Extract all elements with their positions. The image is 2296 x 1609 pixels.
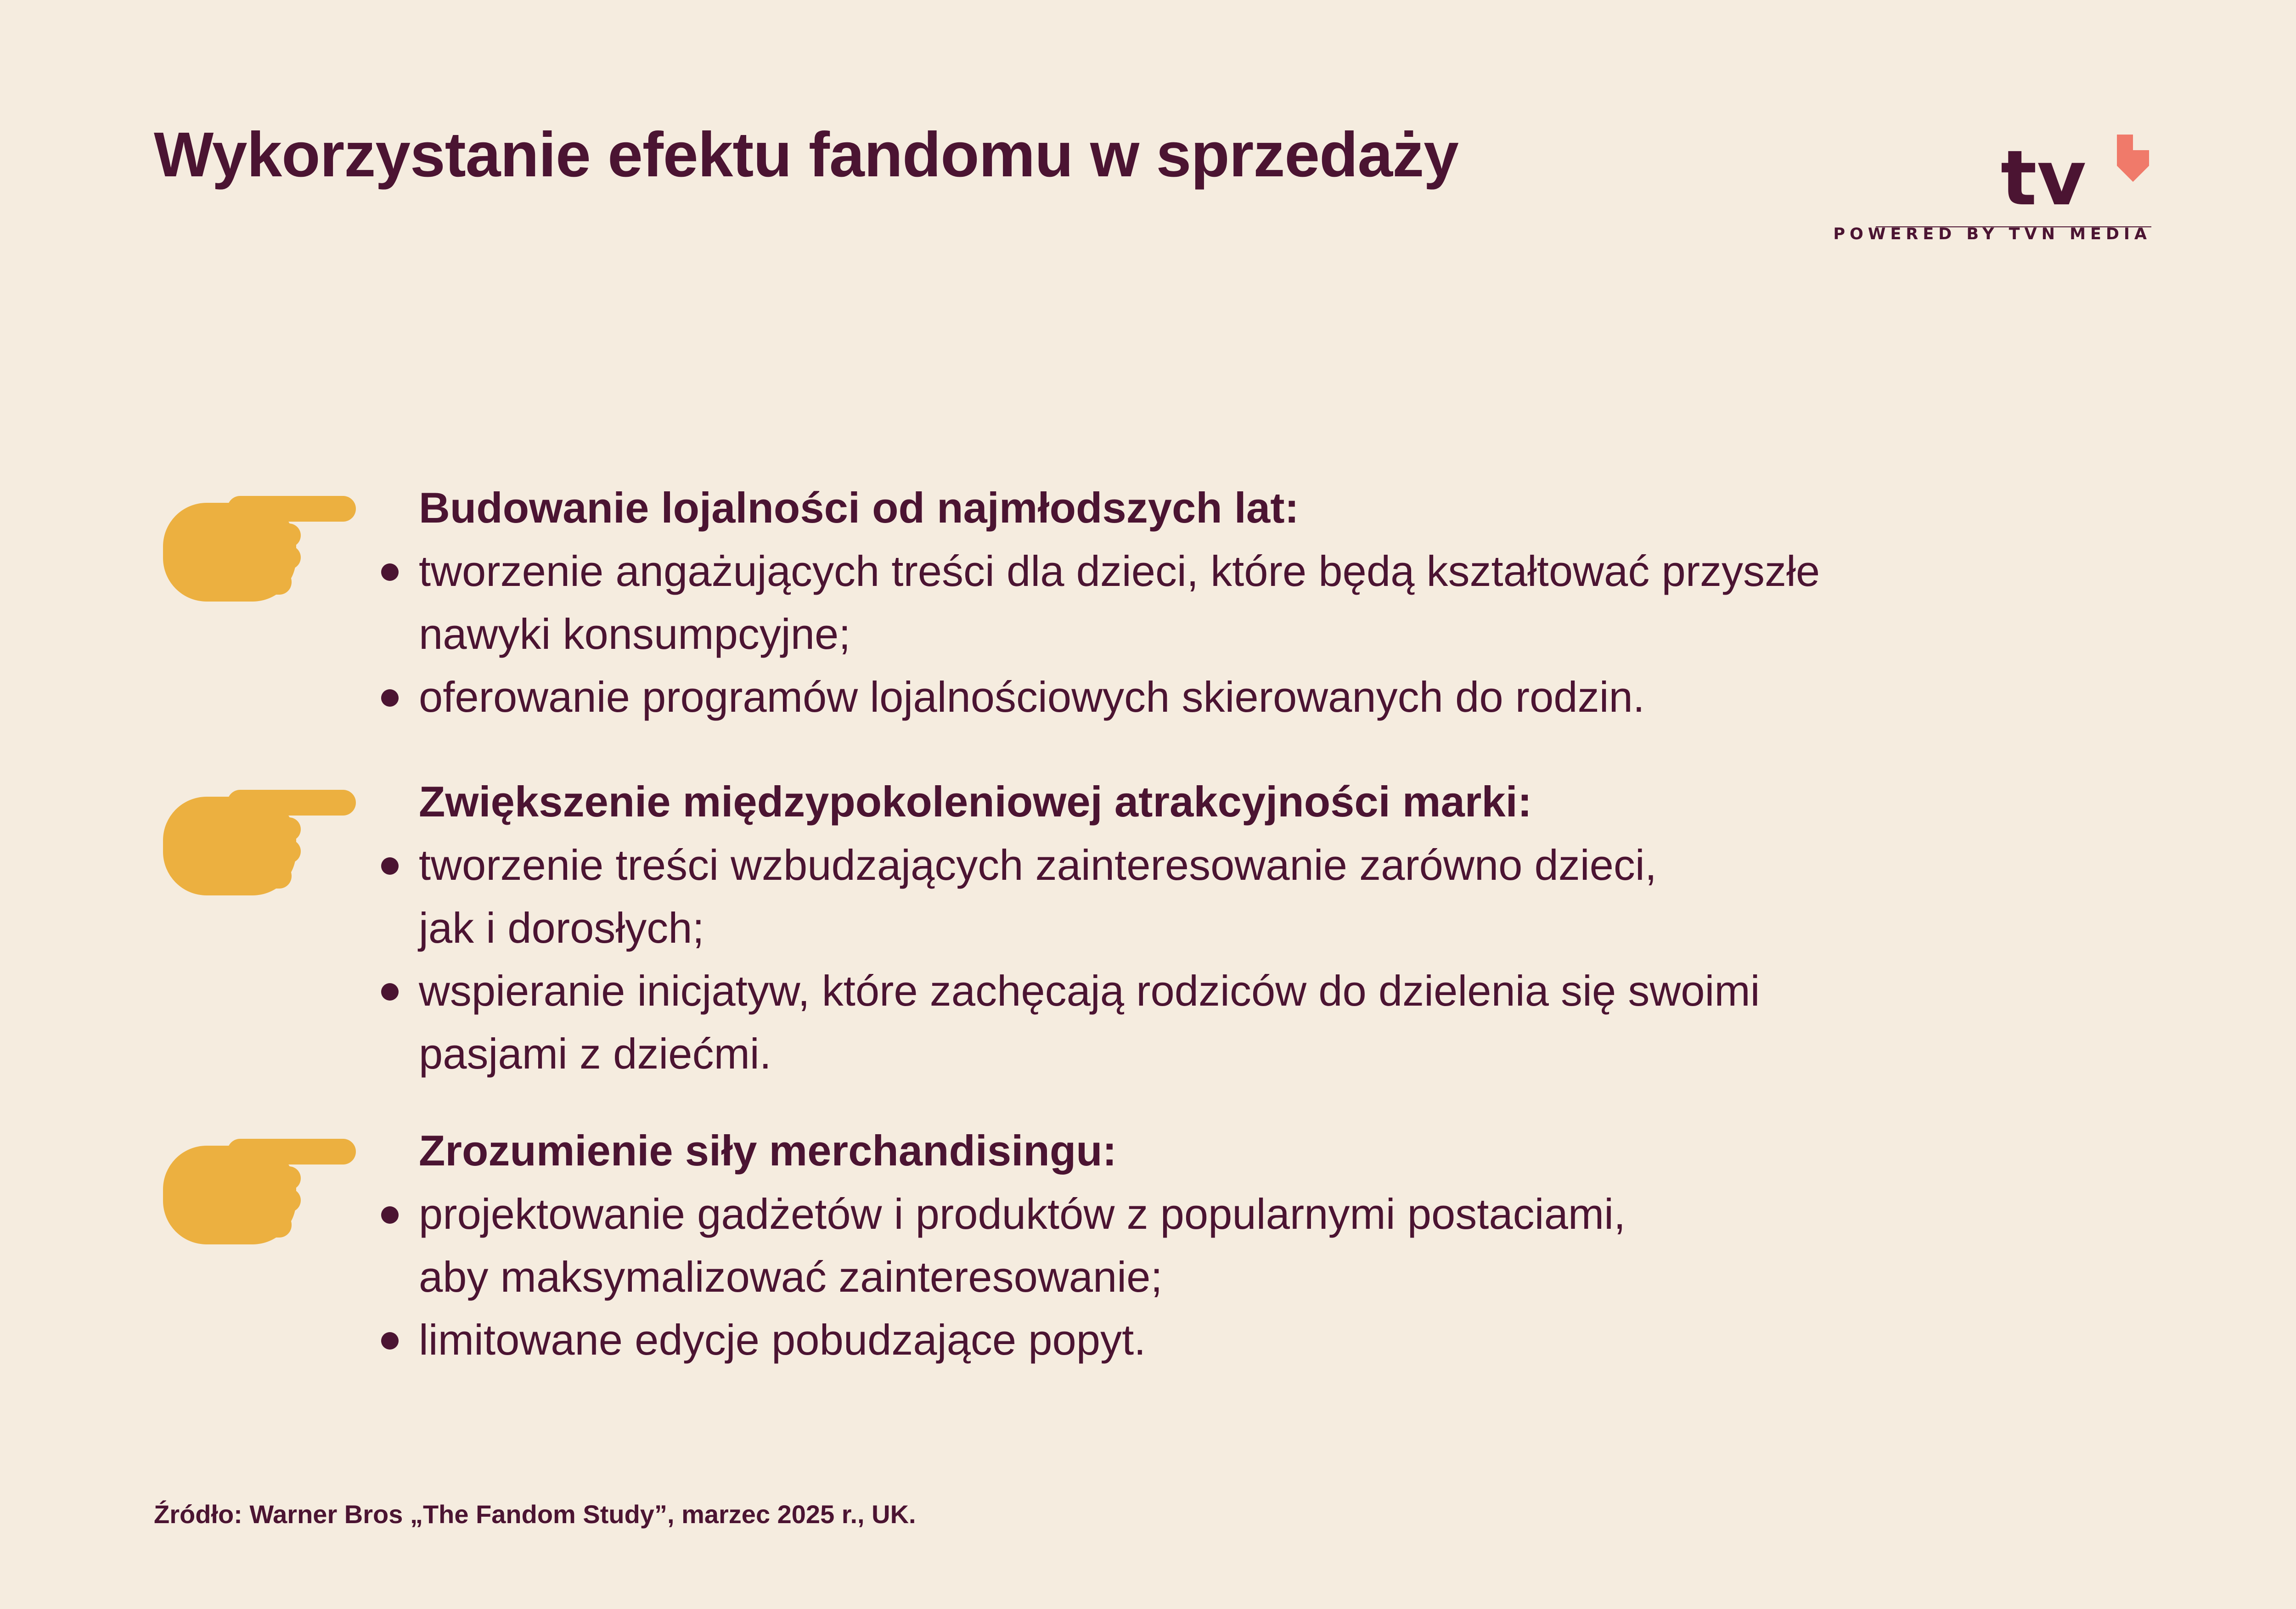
bullet-line: tworzenie angażujących treści dla dzieci, które będą kształtować przyszłe [419,547,1820,595]
bullet-item [419,959,1760,1085]
bullet-item [419,1182,1626,1308]
pointing-hand-icon [163,790,356,898]
bullet-line: projektowanie gadżetów i produktów z popularnymi postaciami, [419,1190,1626,1238]
bullet-item [419,1308,1626,1371]
bullet-dot [381,689,399,707]
pointing-hand-icon [163,496,356,604]
logo-brand: tv [2000,134,2087,222]
logo-tagline: POWERED BY TVN MEDIA [1833,225,2151,243]
tv-logo [1833,131,2151,273]
bullet-dot [381,983,399,1001]
bullet-dot [381,1206,399,1224]
bullet-item [419,540,1820,665]
bullet-line: nawyki konsumpcyjne; [419,610,851,658]
bullet-dot [381,563,399,581]
source-footnote: Źródło: Warner Bros „The Fandom Study”, marzec 2025 r., UK. [154,1500,916,1529]
bullet-line: oferowanie programów lojalnościowych skierowanych do rodzin. [419,673,1645,721]
bullet-dot [381,857,399,875]
section-heading: Zrozumienie siły merchandisingu: [419,1126,1117,1175]
bullet-list [419,833,1760,1085]
pointing-hand-icon [163,1139,356,1247]
bullet-line: limitowane edycje pobudzające popyt. [419,1316,1146,1364]
bullet-item [419,665,1820,728]
bullet-item [419,833,1760,959]
section-heading: Budowanie lojalności od najmłodszych lat: [419,484,1299,532]
bullet-line: aby maksymalizować zainteresowanie; [419,1253,1163,1301]
bullet-line: wspieranie inicjatyw, które zachęcają rodziców do dzielenia się swoimi [419,967,1760,1015]
bullet-list [419,540,1820,728]
bullet-list [419,1182,1626,1371]
logo-mark [1874,131,2151,227]
section-heading: Zwiększenie międzypokoleniowej atrakcyjności marki: [419,777,1532,826]
bullet-dot [381,1332,399,1350]
bullet-line: pasjami z dziećmi. [419,1030,771,1078]
heart-icon [2117,135,2149,182]
page-title: Wykorzystanie efektu fandomu w sprzedaży [154,119,1458,190]
bullet-line: tworzenie treści wzbudzających zainteresowanie zarówno dzieci, [419,841,1657,889]
bullet-line: jak i dorosłych; [419,904,704,952]
